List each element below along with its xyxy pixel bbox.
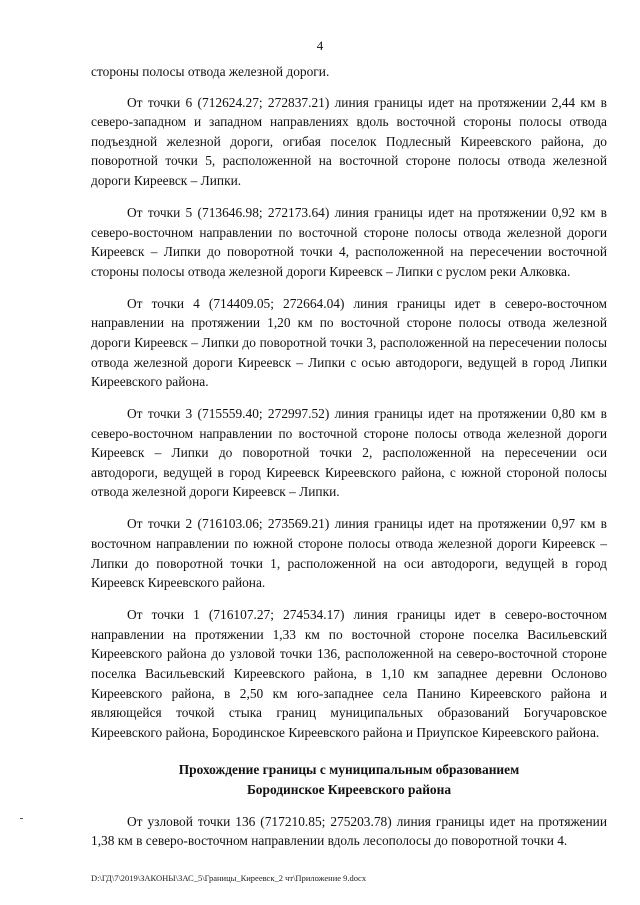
paragraph-node-136: От узловой точки 136 (717210.85; 275203.78) линия границы идет на протяжении 1,38 км в северо-восточном направлении вдоль лесополосы до поворотной точки 4. xyxy=(91,813,607,849)
document-body xyxy=(91,62,607,863)
page-number: 4 xyxy=(316,38,324,53)
paragraph-point-6: От точки 6 (712624.27; 272837.21) линия границы идет на протяжении 2,44 км в северо-западном и западном направлениях вдоль восточной стороны полосы отвода подъездной железной дороги, огибая поселок Подлесный Киреевского района, до поворотной точки 5, расположенной на восточной стороне полосы отвода железной дороги Киреевск – Липки. xyxy=(91,94,607,188)
section-heading-line-2: Бородинское Киреевского района xyxy=(246,781,452,797)
paragraph-point-4: От точки 4 (714409.05; 272664.04) линия границы идет в северо-восточном направлении на протяжении 1,20 км по восточной стороне полосы отвода железной дороги Киреевск – Липки до поворотной точки 3, расположенной на пересечении полосы отвода железной дороги Киреевск – Липки с осью автодороги, ведущей в город Липки Киреевского района. xyxy=(91,295,607,390)
file-path-footer: D:\ГД\7\2019\ЗАКОНЫ\ЗАС_5\Границы_Киреевск_2 чт\Приложение 9.docx xyxy=(91,873,367,883)
section-heading-line-1: Прохождение границы с муниципальным образованием xyxy=(178,762,520,778)
paragraph-point-1: От точки 1 (716107.27; 274534.17) линия границы идет в северо-восточном направлении на протяжении 1,33 км по восточной стороне поселка Васильевский Киреевского района до узловой точки 136, расположенной на северо-восточной стороне поселка Васильевский Киреевского района, в 1,10 км западнее деревни Ослоново Киреевского района, в 2,50 км юго-западнее села Панино Киреевского района и являющейся точкой стыка границ муниципальных образований Богучаровское Киреевского района, Бородинское Киреевского района и Приупское Киреевского района. xyxy=(91,607,607,740)
section-heading xyxy=(91,760,607,799)
paragraph-point-3: От точки 3 (715559.40; 272997.52) линия границы идет на протяжении 0,80 км в северо-восточном направлении по восточной стороне полосы отвода железной дороги Киреевск – Липки до поворотной точки 2, расположенной на пересечении оси автодороги, ведущей в город Киреевск Киреевского района, с южной стороной полосы отвода железной дороги Киреевск – Липки. xyxy=(91,406,607,500)
paragraph-continuation: стороны полосы отвода железной дороги. xyxy=(91,64,330,79)
paragraph-point-2: От точки 2 (716103.06; 273569.21) линия границы идет на протяжении 0,97 км в восточном направлении по южной стороне полосы отвода железной дороги Киреевск – Липки до поворотной точки 1, расположенной на оси автодороги, ведущей в город Киреевск Киреевского района. xyxy=(91,516,607,591)
margin-mark xyxy=(20,818,23,819)
paragraph-point-5: От точки 5 (713646.98; 272173.64) линия границы идет на протяжении 0,92 км в северо-восточном направлении по восточной стороне полосы отвода железной дороги Киреевск – Липки до поворотной точки 4, расположенной на пересечении восточной стороны полосы отвода железной дороги Киреевск – Липки с руслом реки Алковка. xyxy=(91,204,607,279)
